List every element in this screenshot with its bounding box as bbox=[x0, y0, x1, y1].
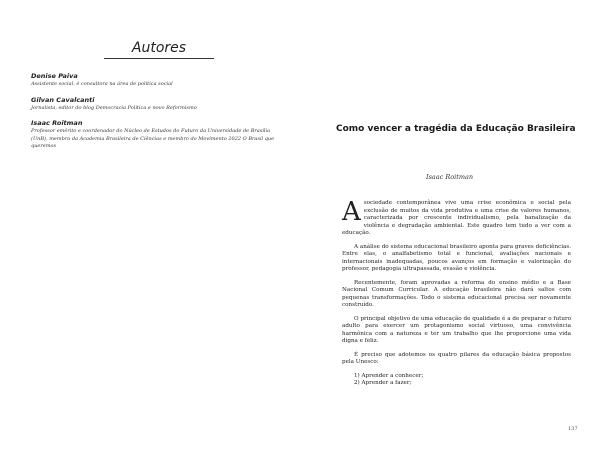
author-name: Isaac Roitman bbox=[31, 119, 83, 128]
authors-heading: Autores bbox=[104, 40, 214, 59]
list-item: 2) Aprender a fazer; bbox=[354, 380, 412, 386]
list-item: 1) Aprender a conhecer; bbox=[354, 372, 424, 379]
author-description: Jornalista, editor do blog Democracia Política e novo Reformismo bbox=[31, 104, 197, 111]
paragraph: O principal objetivo de uma educação de qualidade é a de preparar o futuro adulto para exercer um protagonismo social virtuoso, uma convivência harmônica com a natureza e ter um trabalho que lhe proporcione uma vida digna e feliz. bbox=[342, 315, 571, 344]
authors-list bbox=[31, 72, 276, 158]
article-title: Como vencer a tragédia da Educação Brasileira bbox=[336, 124, 576, 134]
right-page bbox=[300, 0, 600, 453]
drop-cap: A bbox=[342, 197, 361, 227]
author-entry bbox=[31, 72, 276, 89]
paragraph: A análise do sistema educacional brasileiro aponta para graves deficiências. Entre elas, o analfabetismo total e funcional, avaliações nacionais e internacionais inadequadas, poucos avanços em formação e valorização do professor, pedagogia ultrapassada, evasão e violência. bbox=[342, 243, 571, 272]
paragraph: É preciso que adotemos os quatro pilares da educação básica propostos pela Unesco: bbox=[342, 351, 571, 365]
author-description: Professor emérito e coordenador do Núcleo de Estudos do Futuro da Universidade de Brasília (UnB), membro da Academia Brasileira de Ciências e membro do Movimento 2022 O Brasil que queremos bbox=[31, 128, 275, 150]
pillars-list bbox=[342, 373, 571, 388]
page-number: 137 bbox=[568, 426, 578, 432]
author-description: Assistente social, é consultora na área de política social bbox=[31, 81, 173, 87]
paragraph: Asociedade contemporânea vive uma crise econômica e social pela exclusão de muitos da vida produtiva e uma crise de valores humanos, caracterizada por crescente individualismo, pela banalização da violência e degradação ambiental. Este quadro tem tudo a ver com a educação. bbox=[342, 197, 571, 236]
author-entry bbox=[31, 96, 276, 113]
paragraph: Recentemente, foram aprovadas a reforma do ensino médio e a Base Nacional Comum Curricular. A educação brasileira não dará saltos com pequenas transformações. Todo o sistema educacional precisa ser novamente construído. bbox=[342, 279, 571, 308]
article-author: Isaac Roitman bbox=[426, 173, 474, 181]
author-entry bbox=[31, 119, 276, 151]
article-body bbox=[342, 197, 571, 388]
author-name: Denise Paiva bbox=[31, 72, 78, 80]
author-name: Gilvan Cavalcanti bbox=[31, 95, 95, 104]
